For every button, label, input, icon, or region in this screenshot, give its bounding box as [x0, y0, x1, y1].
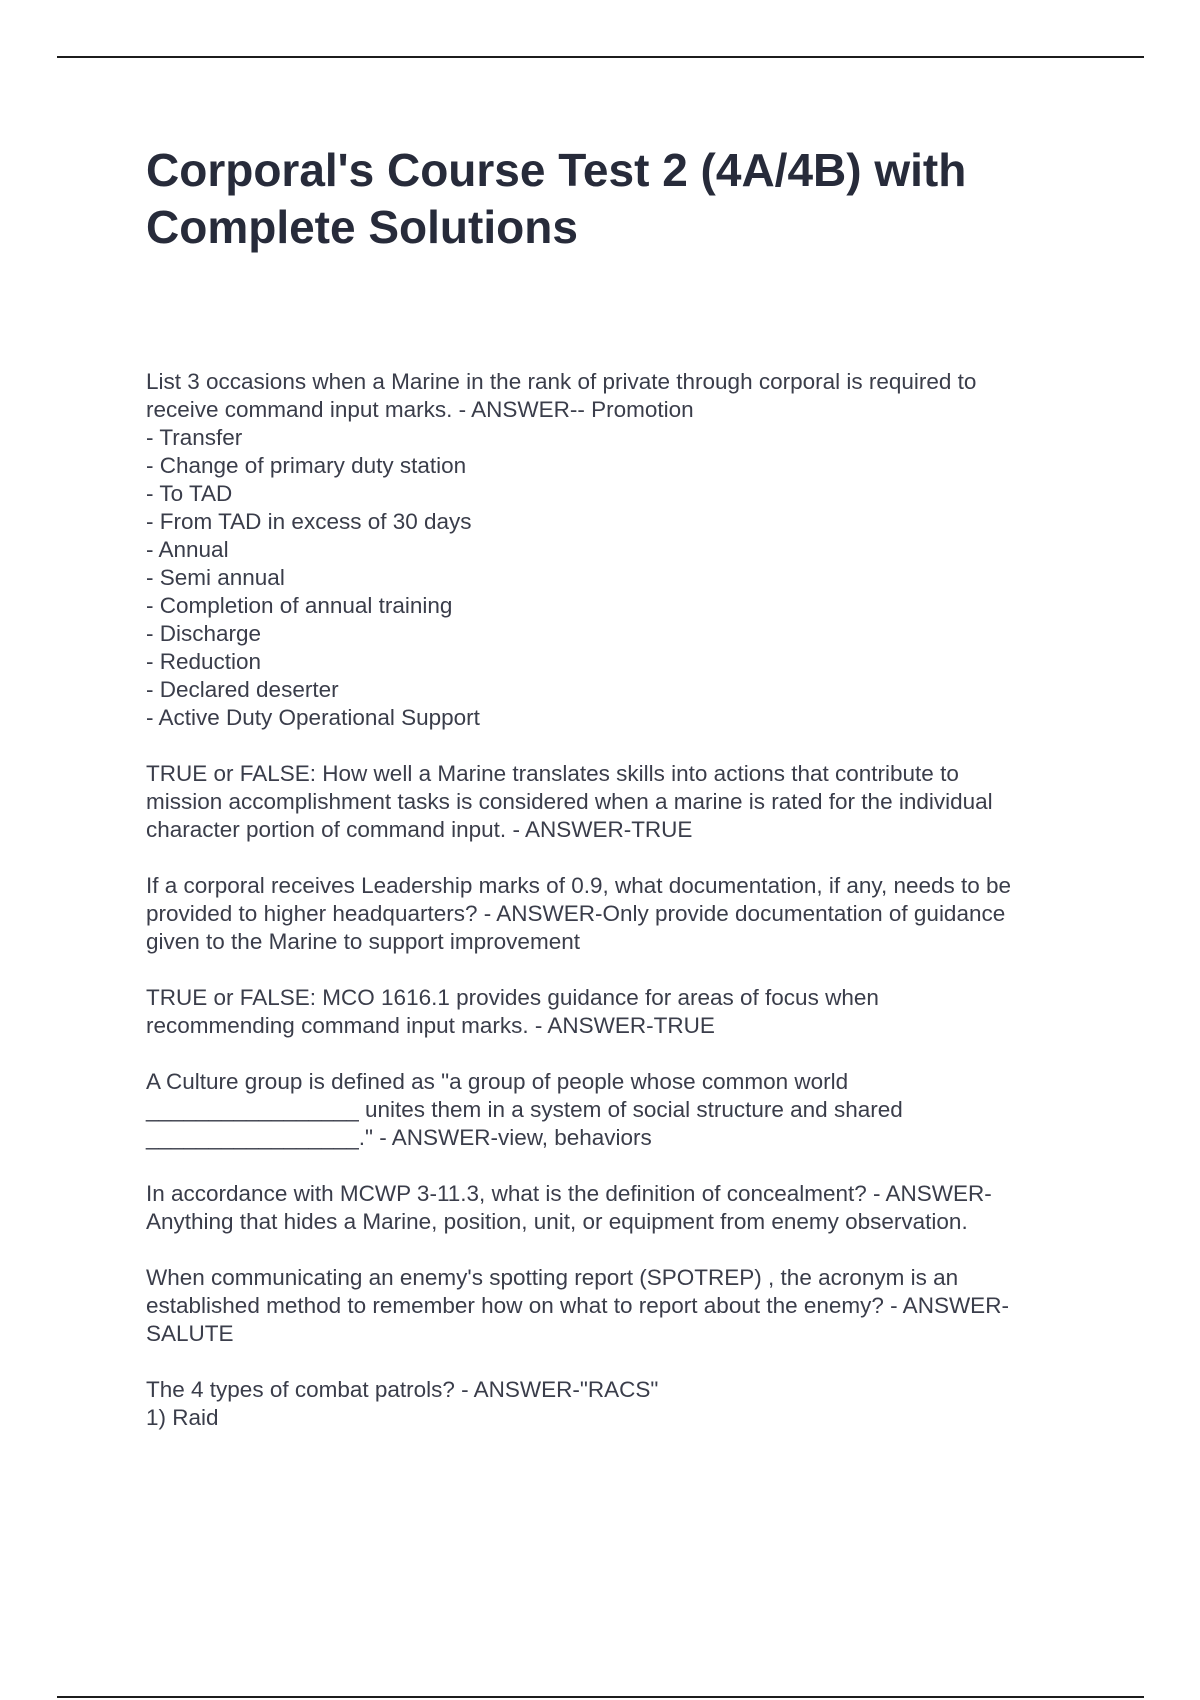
text-line: TRUE or FALSE: MCO 1616.1 provides guidance for areas of focus when — [146, 985, 879, 1010]
qa-item-culture-group — [146, 1068, 1096, 1152]
text-line: - Active Duty Operational Support — [146, 705, 480, 730]
text-line: - Declared deserter — [146, 677, 339, 702]
document-title — [146, 142, 1106, 256]
text-line: - Reduction — [146, 649, 262, 674]
text-line: The 4 types of combat patrols? - ANSWER-"RACS" — [146, 1377, 659, 1402]
text-line: Anything that hides a Marine, position, unit, or equipment from enemy observation. — [146, 1209, 968, 1234]
text-line: _________________." - ANSWER-view, behaviors — [146, 1125, 652, 1150]
qa-item-individual-character — [146, 760, 1096, 844]
text-line: In accordance with MCWP 3-11.3, what is the definition of concealment? - ANSWER- — [146, 1181, 992, 1206]
text-line: given to the Marine to support improvement — [146, 929, 580, 954]
text-line: - Annual — [146, 537, 229, 562]
text-line: provided to higher headquarters? - ANSWER-Only provide documentation of guidance — [146, 901, 1006, 926]
qa-item-mco-1616 — [146, 984, 1096, 1040]
text-line: - Transfer — [146, 425, 243, 450]
qa-item-leadership-marks — [146, 872, 1096, 956]
text-line: - Completion of annual training — [146, 593, 453, 618]
text-line: recommending command input marks. - ANSWER-TRUE — [146, 1013, 715, 1038]
text-line: _________________ unites them in a system of social structure and shared — [146, 1097, 903, 1122]
text-line: character portion of command input. - ANSWER-TRUE — [146, 817, 693, 842]
title-line: Complete Solutions — [146, 201, 578, 253]
text-line: receive command input marks. - ANSWER-- Promotion — [146, 397, 694, 422]
text-line: 1) Raid — [146, 1405, 219, 1430]
text-line: - To TAD — [146, 481, 233, 506]
qa-item-concealment — [146, 1180, 1096, 1236]
qa-item-combat-patrols — [146, 1376, 1096, 1432]
header-rule — [57, 56, 1144, 58]
text-line: SALUTE — [146, 1321, 234, 1346]
document-body — [146, 368, 1096, 1460]
text-line: established method to remember how on what to report about the enemy? - ANSWER- — [146, 1293, 1009, 1318]
text-line: If a corporal receives Leadership marks of 0.9, what documentation, if any, needs to be — [146, 873, 1012, 898]
qa-item-command-input-occasions — [146, 368, 1096, 732]
text-line: - Discharge — [146, 621, 262, 646]
text-line: When communicating an enemy's spotting report (SPOTREP) , the acronym is an — [146, 1265, 959, 1290]
text-line: - Semi annual — [146, 565, 285, 590]
footer-rule — [57, 1696, 1144, 1698]
title-line: Corporal's Course Test 2 (4A/4B) with — [146, 144, 967, 196]
text-line: TRUE or FALSE: How well a Marine translates skills into actions that contribute to — [146, 761, 959, 786]
text-line: - From TAD in excess of 30 days — [146, 509, 472, 534]
text-line: mission accomplishment tasks is considered when a marine is rated for the individual — [146, 789, 993, 814]
text-line: - Change of primary duty station — [146, 453, 467, 478]
qa-item-spotrep — [146, 1264, 1096, 1348]
text-line: A Culture group is defined as "a group of people whose common world — [146, 1069, 849, 1094]
text-line: List 3 occasions when a Marine in the rank of private through corporal is required to — [146, 369, 977, 394]
